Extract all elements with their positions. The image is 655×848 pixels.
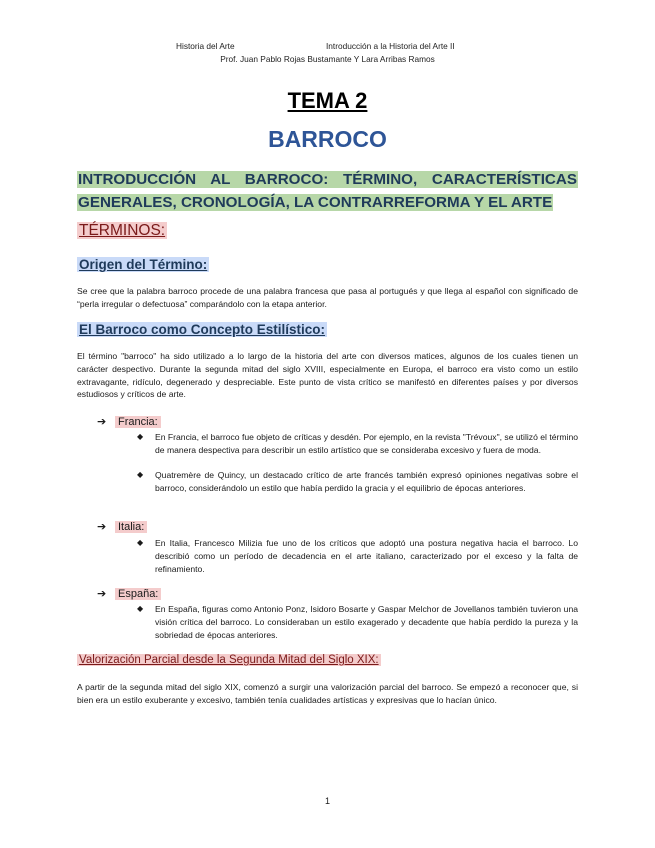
country-francia [97,415,161,428]
valorizacion-paragraph: A partir de la segunda mitad del siglo XIX, comenzó a surgir una valorización parcial del barroco. Se empezó a reconocer que, si bien era un estilo exuberante y excesivo, también tenía cualidades artísticas y expresivas que lo hacían único. [77,682,578,705]
intro-heading-text: INTRODUCCIÓN AL BARROCO: TÉRMINO, CARACTERÍSTICAS GENERALES, CRONOLOGÍA, LA CONTRARREFORMA Y EL ARTE [78,171,577,211]
list-item-text: Quatremère de Quincy, un destacado crítico de arte francés también expresó opiniones negativas sobre el barroco, considerándolo un estilo que había perdido la gracia y el equilibrio de épocas anteriores. [155,470,578,493]
list-item-text: En Italia, Francesco Milizia fue uno de los críticos que adoptó una postura negativa hacia el barroco. Lo describió como un período de decadencia en el arte italiano, caracterizado por el exceso y la falta de refinamiento. [155,538,578,574]
terminos-heading [77,222,167,240]
valorizacion-heading [77,654,381,666]
country-label: España: [115,588,161,600]
diamond-bullet-icon: ◆ [137,432,144,441]
intro-heading [77,168,578,214]
header-subject: Introducción a la Historia del Arte II [326,41,455,51]
country-espana [97,587,161,600]
list-item [137,537,578,575]
diamond-bullet-icon: ◆ [137,538,144,547]
valorizacion-heading-text: Valorización Parcial desde la Segunda Mitad del Siglo XIX: [79,654,379,666]
diamond-bullet-icon: ◆ [137,604,144,613]
list-item-text: En España, figuras como Antonio Ponz, Isidoro Bosarte y Gaspar Melchor de Jovellanos también tuvieron una visión crítica del barroco. Lo consideraban un estilo exagerado y decadente que había perdido la pureza y la sobriedad de épocas anteriores. [155,604,578,640]
list-item-text: En Francia, el barroco fue objeto de críticas y desdén. Por ejemplo, en la revista "Trévoux", se utilizó el término de manera despectiva para describir un estilo artístico que se consideraba excesivo y fuera de moda. [155,432,578,455]
header-professors: Prof. Juan Pablo Rojas Bustamante Y Lara Arribas Ramos [220,54,435,64]
origen-paragraph: Se cree que la palabra barroco procede de una palabra francesa que pasa al portugués y que llega al español con significado de “perla irregular o defectuosa” comparándolo con la etapa anterior. [77,286,578,309]
terminos-heading-text: TÉRMINOS: [79,222,166,239]
diamond-bullet-icon: ◆ [137,470,144,479]
concepto-heading-text: El Barroco como Concepto Estilístico: [79,322,326,337]
country-label: Italia: [115,521,147,533]
list-item [137,431,578,457]
page-number: 1 [324,796,330,806]
origen-heading [77,257,209,272]
origen-heading-text: Origen del Término: [79,257,208,272]
arrow-icon: ➔ [97,521,107,533]
page-title: TEMA 2 [287,88,368,113]
country-label: Francia: [115,416,161,428]
arrow-icon: ➔ [97,416,107,428]
page-subtitle: BARROCO [268,126,387,152]
list-item [137,469,578,495]
arrow-icon: ➔ [97,588,107,600]
list-item [137,603,578,641]
header-course: Historia del Arte [176,41,235,51]
concepto-heading [77,322,327,337]
country-italia [97,520,147,533]
concepto-paragraph: El término "barroco" ha sido utilizado a lo largo de la historia del arte con diversos matices, algunos de los cuales tienen un carácter despectivo. Durante la segunda mitad del siglo XVIII, especialmente en Europa, el barroco era visto como un estilo extravagante, ridículo, degenerado y despreciable. Este punto de vista crítico se manifestó en diferentes países y por diversos estudiosos y críticos de arte. [77,351,578,400]
